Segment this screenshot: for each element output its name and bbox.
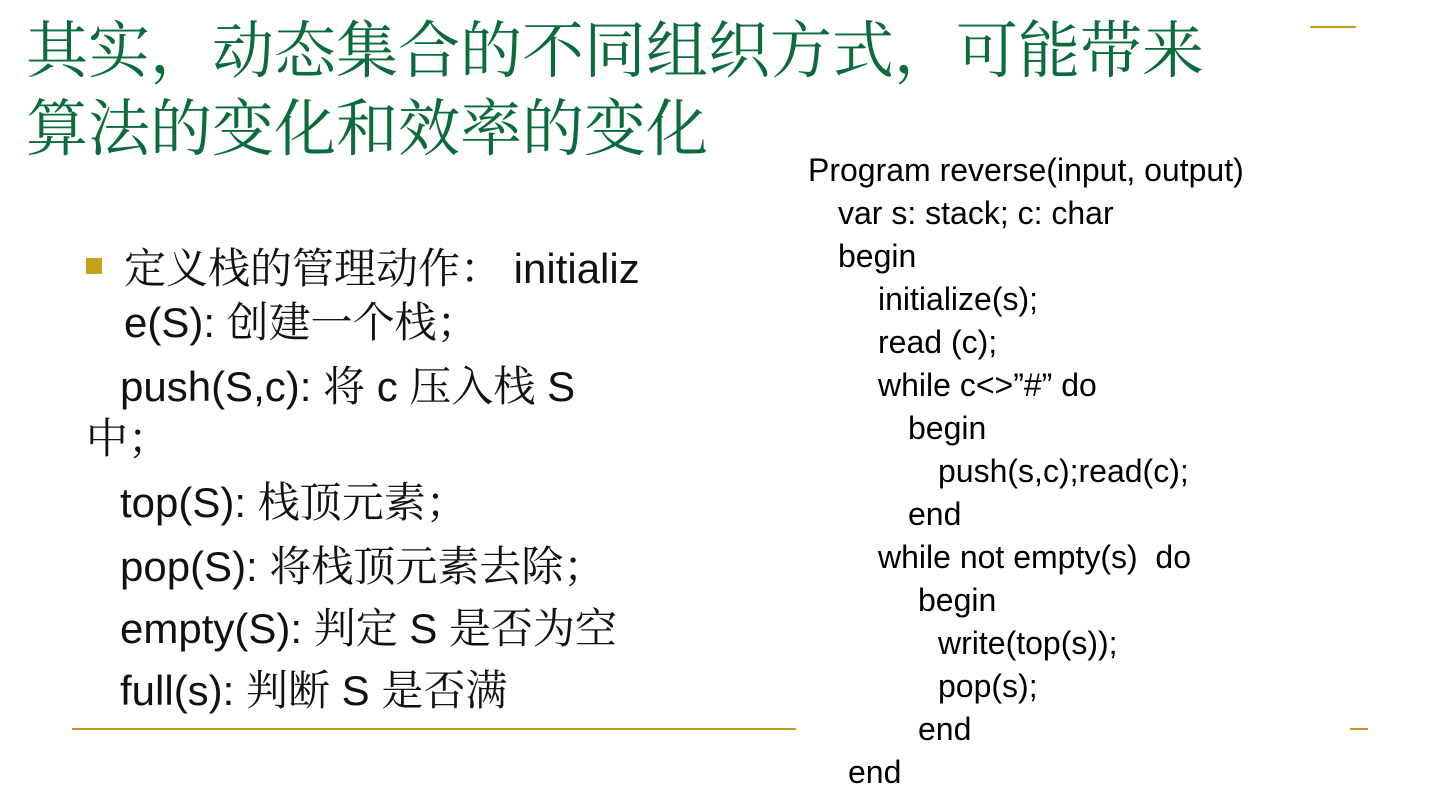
slide-title: 其实，动态集合的不同组织方式，可能带来 算法的变化和效率的变化 [26, 14, 1205, 165]
code-line: while not empty(s) do [878, 539, 1192, 575]
operation-empty: empty(S): 判定 S 是否为空 [120, 605, 618, 652]
code-line: begin [908, 410, 987, 446]
code-line: end [908, 496, 962, 532]
code-line: initialize(s); [878, 281, 1039, 317]
bullet-square-icon [86, 258, 102, 274]
code-line: push(s,c);read(c); [938, 453, 1189, 489]
decorative-line-top [1310, 26, 1356, 28]
operation-push: push(S,c): 将 c 压入栈 S [120, 363, 576, 410]
code-line: write(top(s)); [938, 625, 1118, 661]
operation-top: top(S): 栈顶元素； [120, 479, 468, 526]
code-line: begin [838, 238, 917, 274]
code-line: begin [918, 582, 997, 618]
code-line: Program reverse(input, output) [808, 152, 1244, 188]
code-line: read (c); [878, 324, 998, 360]
operation-pop: pop(S): 将栈顶元素去除； [120, 543, 606, 590]
bullet-text-line-1: 定义栈的管理动作： initializ [124, 245, 640, 292]
code-line: pop(s); [938, 668, 1038, 704]
decorative-line-bottom [72, 728, 796, 730]
code-line: var s: stack; c: char [838, 195, 1114, 231]
code-line: end [918, 711, 972, 747]
code-line: end [848, 754, 902, 790]
code-line: while c<>”#” do [878, 367, 1097, 403]
bullet-text-line-2: e(S): 创建一个栈； [124, 299, 479, 346]
operation-full: full(s): 判断 S 是否满 [120, 667, 508, 714]
decorative-line-bottom-right [1350, 728, 1368, 730]
operation-push-continued: 中； [86, 415, 171, 462]
